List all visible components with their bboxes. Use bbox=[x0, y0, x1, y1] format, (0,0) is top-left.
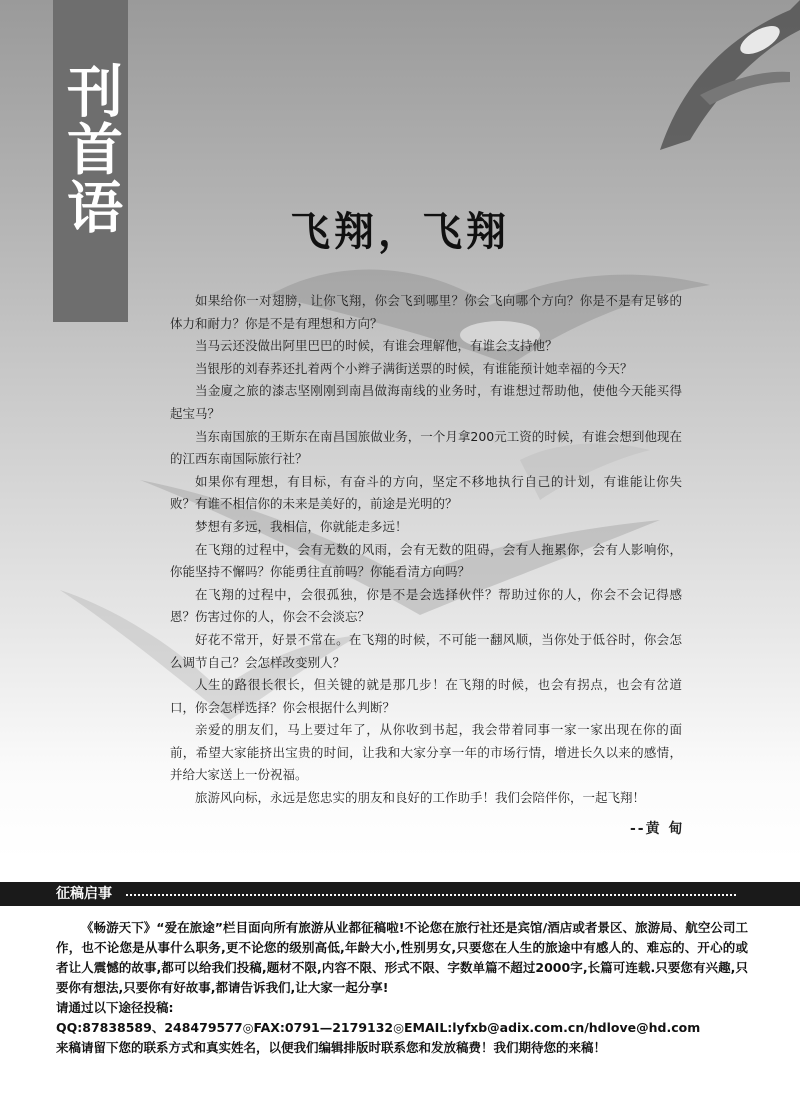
paragraph: 好花不常开，好景不常在。在飞翔的时候，不可能一翻风顺，当你处于低谷时，你会怎么调节自己？会怎样改变别人？ bbox=[170, 631, 682, 670]
notice-contacts: QQ:87838589、248479577◎FAX:0791—2179132◎EMAIL:lyfxb@adix.com.cn/hdlove@hd.com bbox=[56, 1020, 701, 1035]
paragraph: 当银彤的刘春荞还扎着两个小辫子满街送票的时候，有谁能预计她幸福的今天？ bbox=[195, 360, 633, 376]
paragraph: 当金廈之旅的漆志坚刚刚到南昌做海南线的业务时，有谁想过帮助他，使他今天能买得起宝马？ bbox=[170, 383, 682, 421]
article-body bbox=[170, 290, 682, 810]
headline: 飞翔，飞翔 bbox=[290, 208, 510, 255]
paragraph: 当马云还没做出阿里巴巴的时候，有谁会理解他，有谁会支持他？ bbox=[195, 338, 558, 354]
paragraph: 在飞翔的过程中，会很孤独，你是不是会选择伙伴？帮助过你的人，你会不会记得感恩？伤害过你的人，你会不会淡忘？ bbox=[170, 586, 682, 625]
paragraph: 在飞翔的过程中，会有无数的风雨，会有无数的阻碍，会有人拖累你，会有人影响你，你能坚持不懈吗？你能勇往直前吗？你能看清方向吗？ bbox=[170, 541, 682, 580]
notice-channels-label: 请通过以下途径投稿: bbox=[56, 1000, 174, 1015]
sidebar-title: 刊首语 bbox=[58, 62, 124, 236]
paragraph: 梦想有多远，我相信，你就能走多远！ bbox=[195, 518, 408, 534]
notice-header-bar bbox=[0, 882, 800, 906]
paragraph: 旅游风向标，永远是您忠实的朋友和良好的工作助手！我们会陪伴你，一起飞翔！ bbox=[195, 790, 646, 806]
paragraph: 如果你有理想，有目标，有奋斗的方向，坚定不移地执行自己的计划，有谁能让你失败？有谁不相信你的未来是美好的，前途是光明的？ bbox=[170, 473, 682, 512]
notice-footer: 来稿请留下您的联系方式和真实姓名，以便我们编辑排版时联系您和发放稿费！我们期待您的来稿！ bbox=[56, 1040, 607, 1055]
dotted-leader bbox=[126, 894, 736, 896]
paragraph: 当东南国旅的王斯东在南昌国旅做业务，一个月拿200元工资的时候，有谁会想到他现在的江西东南国际旅行社？ bbox=[170, 428, 682, 467]
seagull-image-top-right bbox=[640, 0, 800, 170]
author-signature: --黄 甸 bbox=[630, 821, 685, 837]
call-for-submissions bbox=[56, 918, 748, 1058]
sidebar-banner bbox=[53, 0, 128, 322]
notice-description: 《畅游天下》“爱在旅途”栏目面向所有旅游从业都征稿啦!不论您在旅行社还是宾馆/酒店或者景区、旅游局、航空公司工作，也不论您是从事什么职务,更不论您的级别高低,年龄大小,性别男女,只要您在人生的旅途中有感人的、难忘的、开心的或者让人震憾的故事,都可以给我们投稿,题材不限,内容不限、形式不限、字数单篇不超过2000字,长篇可连载.只要您有兴趣,只要你有想法,只要你有好故事,都请告诉我们,让大家一起分享! bbox=[56, 920, 748, 995]
notice-label: 征稿启事 bbox=[56, 886, 112, 902]
paragraph: 如果给你一对翅膀，让你飞翔，你会飞到哪里？你会飞向哪个方向？你是不是有足够的体力和耐力？你是不是有理想和方向？ bbox=[170, 293, 682, 331]
paragraph: 亲爱的朋友们，马上要过年了，从你收到书起，我会带着同事一家一家出现在你的面前，希望大家能挤出宝贵的时间，让我和大家分享一年的市场行情，增进长久以来的感情，并给大家送上一份祝福。 bbox=[170, 722, 682, 783]
paragraph: 人生的路很长很长，但关键的就是那几步！在飞翔的时候，也会有拐点，也会有岔道口，你会怎样选择？你会根据什么判断？ bbox=[170, 677, 682, 715]
